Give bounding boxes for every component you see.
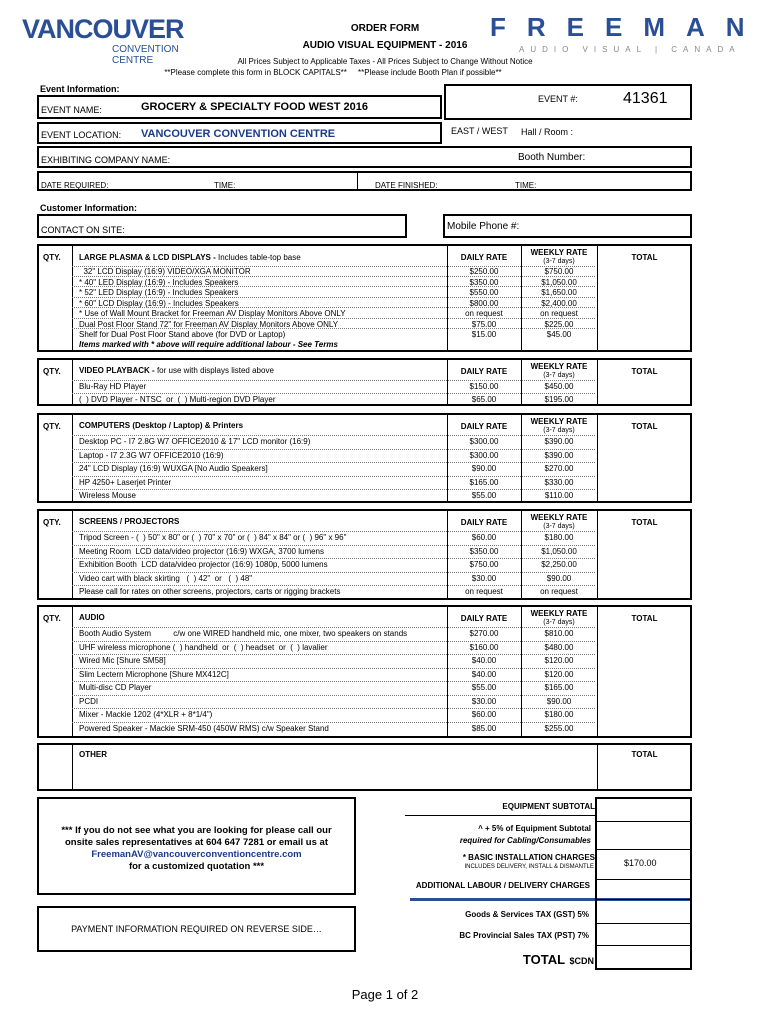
item-total-cell[interactable] bbox=[597, 382, 692, 395]
item-description: Exhibition Booth LCD data/video projector (16:9) 1080p, 5000 lumens bbox=[79, 560, 328, 569]
item-total-cell[interactable] bbox=[597, 491, 692, 505]
item-daily-rate: $60.00 bbox=[471, 710, 497, 719]
row-divider bbox=[72, 462, 595, 463]
contact-label: CONTACT ON SITE: bbox=[41, 225, 125, 235]
item-qty-cell[interactable] bbox=[39, 547, 72, 561]
time-start-label: TIME: bbox=[214, 181, 236, 190]
item-qty-cell[interactable] bbox=[39, 330, 72, 341]
item-description: 32" LCD Display (16:9) VIDEO/XGA MONITOR bbox=[79, 267, 251, 276]
item-description: UHF wireless microphone ( ) handheld or ( ) headset or ( ) lavalier bbox=[79, 642, 328, 652]
row-divider bbox=[72, 286, 595, 287]
item-daily-rate: $350.00 bbox=[469, 277, 499, 287]
computers-weekly-header: WEEKLY RATE bbox=[530, 417, 588, 426]
item-daily-rate: $350.00 bbox=[469, 546, 499, 556]
item-weekly-rate: $1,650.00 bbox=[541, 288, 577, 297]
call-line-1: *** If you do not see what you are looking for please call our bbox=[61, 825, 332, 836]
item-description: HP 4250+ Laserjet Printer bbox=[79, 477, 172, 487]
item-daily-rate: $85.00 bbox=[471, 723, 497, 733]
event-location-field[interactable] bbox=[37, 122, 442, 144]
audio-daily-header: DAILY RATE bbox=[460, 614, 508, 623]
vcc-logo-sub2: CENTRE bbox=[112, 55, 154, 66]
item-qty-cell[interactable] bbox=[39, 697, 72, 711]
row-divider bbox=[72, 328, 595, 329]
item-description: Desktop PC - I7 2.8G W7 OFFICE2010 & 17" LCD monitor (16:9) bbox=[79, 437, 311, 446]
item-description: Mixer - Mackie 1202 (4*XLR + 8*1/4") bbox=[79, 710, 213, 719]
call-line-2: onsite sales representatives at 604 647 7281 or email us at bbox=[65, 837, 328, 848]
item-qty-cell[interactable] bbox=[39, 320, 72, 331]
item-total-cell[interactable] bbox=[597, 478, 692, 492]
item-qty-cell[interactable] bbox=[39, 278, 72, 289]
displays-footnote: Items marked with * above will require additional labour - See Terms bbox=[79, 340, 338, 349]
row-divider bbox=[72, 695, 595, 696]
item-qty-cell[interactable] bbox=[39, 267, 72, 278]
item-qty-cell[interactable] bbox=[39, 643, 72, 657]
item-qty-cell[interactable] bbox=[39, 382, 72, 395]
event-number-label: EVENT #: bbox=[538, 94, 578, 104]
displays-total-header: TOTAL bbox=[631, 253, 658, 262]
item-weekly-rate: $180.00 bbox=[544, 533, 574, 542]
displays-daily-header: DAILY RATE bbox=[460, 253, 508, 262]
date-required-label: DATE REQUIRED: bbox=[41, 181, 109, 190]
cabling-line-1: ^ + 5% of Equipment Subtotal bbox=[478, 824, 591, 833]
item-total-cell[interactable] bbox=[597, 299, 692, 310]
row-divider bbox=[72, 572, 595, 573]
item-weekly-rate: $90.00 bbox=[546, 573, 572, 583]
labour-label: ADDITIONAL LABOUR / DELIVERY CHARGES bbox=[415, 881, 590, 890]
item-description: Meeting Room LCD data/video projector (16:9) WXGA, 3700 lumens bbox=[79, 546, 325, 556]
call-email-link[interactable]: FreemanAV@vancouverconventioncentre.com bbox=[91, 849, 302, 860]
hall-label-ew: EAST / WEST bbox=[451, 126, 508, 136]
cabling-line-2: required for Cabling/Consumables bbox=[459, 836, 591, 845]
item-description: Laptop - I7 2.3G W7 OFFICE2010 (16:9) bbox=[79, 450, 224, 460]
video-heading: VIDEO PLAYBACK - for use with displays listed above bbox=[79, 366, 274, 375]
item-description: ( ) DVD Player - NTSC or ( ) Multi-region DVD Player bbox=[79, 394, 276, 404]
audio-total-header: TOTAL bbox=[631, 614, 658, 623]
item-description: PCDI bbox=[79, 696, 99, 706]
installation-sub: INCLUDES DELIVERY, INSTALL & DISMANTLE bbox=[464, 864, 594, 870]
item-daily-rate: $30.00 bbox=[471, 573, 497, 583]
total-label: TOTAL $CDN bbox=[522, 952, 594, 967]
computers-qty-header: QTY. bbox=[43, 422, 61, 431]
item-qty-cell[interactable] bbox=[39, 533, 72, 547]
audio-qty-header: QTY. bbox=[43, 614, 61, 623]
item-description: Multi-disc CD Player bbox=[79, 683, 152, 692]
computers-total-header: TOTAL bbox=[631, 422, 658, 431]
payment-note: PAYMENT INFORMATION REQUIRED ON REVERSE SIDE… bbox=[71, 924, 322, 934]
item-description: Booth Audio System c/w one WIRED handheld mic, one mixer, two speakers on stands bbox=[79, 629, 408, 638]
item-description: Tripod Screen - ( ) 50" x 80" or ( ) 70" x 70" or ( ) 84" x 84" or ( ) 96" x 96" bbox=[79, 533, 347, 542]
row-divider bbox=[72, 476, 595, 477]
freeman-logo-sub: AUDIO VISUAL | CANADA bbox=[519, 45, 741, 54]
page-number: Page 1 of 2 bbox=[351, 987, 419, 1002]
item-weekly-rate: on request bbox=[540, 587, 578, 596]
installation-label: * BASIC INSTALLATION CHARGES bbox=[462, 853, 595, 862]
item-total-cell[interactable] bbox=[597, 451, 692, 465]
item-daily-rate: on request bbox=[465, 587, 503, 596]
audio-heading: AUDIO bbox=[79, 613, 105, 622]
item-total-cell[interactable] bbox=[597, 697, 692, 711]
other-table bbox=[37, 743, 692, 791]
vcc-logo-main: VANCOUVER bbox=[22, 14, 184, 44]
screens-daily-header: DAILY RATE bbox=[460, 518, 508, 527]
item-total-cell[interactable] bbox=[597, 587, 692, 601]
item-weekly-rate: $2,400.00 bbox=[541, 298, 577, 308]
item-total-cell[interactable] bbox=[597, 560, 692, 574]
item-daily-rate: $270.00 bbox=[469, 629, 499, 638]
item-daily-rate: $800.00 bbox=[469, 298, 499, 308]
row-divider bbox=[72, 654, 595, 655]
item-weekly-rate: $110.00 bbox=[544, 491, 574, 500]
event-location-label: EVENT LOCATION: bbox=[41, 130, 122, 140]
row-divider bbox=[72, 558, 595, 559]
block-capitals-note: **Please complete this form in BLOCK CAPITALS** **Please include Booth Plan if possible** bbox=[164, 68, 502, 77]
screens-total-header: TOTAL bbox=[631, 518, 658, 527]
item-total-cell[interactable] bbox=[597, 643, 692, 657]
item-description: * 40" LED Display (16:9) - Includes Speakers bbox=[79, 277, 239, 287]
item-daily-rate: $300.00 bbox=[469, 437, 499, 446]
item-total-cell[interactable] bbox=[597, 629, 692, 643]
screens-qty-header: QTY. bbox=[43, 518, 61, 527]
item-weekly-rate: $270.00 bbox=[544, 464, 574, 473]
gst-label: Goods & Services TAX (GST) 5% bbox=[465, 910, 589, 919]
item-qty-cell[interactable] bbox=[39, 724, 72, 738]
payment-box bbox=[37, 906, 356, 952]
item-qty-cell[interactable] bbox=[39, 629, 72, 643]
item-daily-rate: $90.00 bbox=[471, 464, 497, 473]
row-divider bbox=[72, 722, 595, 723]
event-number-value: 41361 bbox=[623, 90, 668, 107]
item-qty-cell[interactable] bbox=[39, 395, 72, 408]
item-description: Blu-Ray HD Player bbox=[79, 382, 147, 391]
computers-daily-header: DAILY RATE bbox=[460, 422, 508, 431]
pricing-note: All Prices Subject to Applicable Taxes - All Prices Subject to Change Without Notice bbox=[237, 57, 533, 66]
row-divider bbox=[72, 318, 595, 319]
dates-field[interactable] bbox=[37, 171, 692, 191]
item-total-cell[interactable] bbox=[597, 278, 692, 289]
item-daily-rate: $750.00 bbox=[469, 560, 499, 569]
event-name-field[interactable] bbox=[37, 95, 442, 119]
event-name-label: EVENT NAME: bbox=[41, 105, 102, 115]
item-daily-rate: $55.00 bbox=[471, 491, 497, 500]
item-qty-cell[interactable] bbox=[39, 656, 72, 670]
date-finished-label: DATE FINISHED: bbox=[375, 181, 438, 190]
row-divider bbox=[72, 276, 595, 277]
item-total-cell[interactable] bbox=[597, 574, 692, 588]
contact-field[interactable] bbox=[37, 214, 407, 238]
item-weekly-rate: $750.00 bbox=[544, 267, 574, 276]
item-qty-cell[interactable] bbox=[39, 574, 72, 588]
vcc-logo-sub1: CONVENTION bbox=[112, 44, 179, 55]
mobile-field[interactable] bbox=[443, 214, 692, 238]
item-weekly-rate: $810.00 bbox=[544, 629, 574, 638]
item-weekly-rate: on request bbox=[540, 309, 578, 318]
item-description: Powered Speaker - Mackie SRM-450 (450W RMS) c/w Speaker Stand bbox=[79, 723, 329, 733]
pst-label: BC Provincial Sales TAX (PST) 7% bbox=[459, 931, 589, 940]
form-title: ORDER FORM bbox=[350, 23, 420, 34]
item-qty-cell[interactable] bbox=[39, 299, 72, 310]
item-weekly-rate: $1,050.00 bbox=[541, 277, 577, 287]
row-divider bbox=[72, 297, 595, 298]
other-total-header: TOTAL bbox=[631, 750, 658, 759]
screens-weekly-header: WEEKLY RATE bbox=[530, 513, 588, 522]
row-divider bbox=[72, 708, 595, 709]
row-divider bbox=[72, 668, 595, 669]
item-description: Slim Lectern Microphone [Shure MX412C] bbox=[79, 669, 229, 679]
summary-values-box bbox=[595, 797, 692, 970]
item-weekly-rate: $1,050.00 bbox=[541, 546, 577, 556]
item-total-cell[interactable] bbox=[597, 464, 692, 478]
item-daily-rate: $40.00 bbox=[471, 656, 497, 665]
item-qty-cell[interactable] bbox=[39, 560, 72, 574]
item-weekly-rate: $2,250.00 bbox=[541, 560, 577, 569]
item-total-cell[interactable] bbox=[597, 683, 692, 697]
item-description: Dual Post Floor Stand 72" for Freeman AV Display Monitors Above ONLY bbox=[79, 319, 339, 329]
event-info-heading: Event Information: bbox=[40, 84, 120, 94]
item-total-cell[interactable] bbox=[597, 395, 692, 408]
item-qty-cell[interactable] bbox=[39, 464, 72, 478]
video-weekly-sub: (3-7 days) bbox=[543, 372, 575, 379]
row-divider bbox=[72, 585, 595, 586]
displays-heading: LARGE PLASMA & LCD DISPLAYS - Includes table-top base bbox=[79, 253, 301, 262]
item-qty-cell[interactable] bbox=[39, 309, 72, 320]
computers-weekly-sub: (3-7 days) bbox=[543, 427, 575, 434]
item-weekly-rate: $120.00 bbox=[544, 669, 574, 679]
item-description: Wireless Mouse bbox=[79, 491, 136, 500]
item-daily-rate: $250.00 bbox=[469, 267, 499, 276]
event-location-value: VANCOUVER CONVENTION CENTRE bbox=[141, 128, 336, 140]
item-weekly-rate: $45.00 bbox=[546, 330, 572, 339]
item-daily-rate: $75.00 bbox=[471, 319, 497, 329]
item-weekly-rate: $450.00 bbox=[544, 382, 574, 391]
item-weekly-rate: $390.00 bbox=[544, 450, 574, 460]
row-divider bbox=[72, 545, 595, 546]
item-daily-rate: $165.00 bbox=[469, 477, 499, 487]
company-name-field[interactable] bbox=[37, 146, 692, 168]
time-end-label: TIME: bbox=[515, 181, 537, 190]
item-qty-cell[interactable] bbox=[39, 451, 72, 465]
item-qty-cell[interactable] bbox=[39, 437, 72, 451]
item-daily-rate: $65.00 bbox=[471, 394, 497, 404]
row-divider bbox=[72, 489, 595, 490]
item-qty-cell[interactable] bbox=[39, 491, 72, 505]
item-qty-cell[interactable] bbox=[39, 587, 72, 601]
item-daily-rate: $15.00 bbox=[471, 330, 497, 339]
video-daily-header: DAILY RATE bbox=[460, 367, 508, 376]
hall-label-room: Hall / Room : bbox=[521, 127, 574, 137]
item-total-cell[interactable] bbox=[597, 656, 692, 670]
freeman-logo: FREEMAN bbox=[490, 12, 766, 42]
item-daily-rate: $30.00 bbox=[471, 696, 497, 706]
item-weekly-rate: $480.00 bbox=[544, 642, 574, 652]
item-weekly-rate: $390.00 bbox=[544, 437, 574, 446]
item-total-cell[interactable] bbox=[597, 437, 692, 451]
displays-qty-header: QTY. bbox=[43, 253, 61, 262]
event-name-value: GROCERY & SPECIALTY FOOD WEST 2016 bbox=[141, 101, 368, 113]
item-total-cell[interactable] bbox=[597, 710, 692, 724]
displays-weekly-sub: (3-7 days) bbox=[543, 258, 575, 265]
date-divider bbox=[357, 173, 358, 189]
item-total-cell[interactable] bbox=[597, 533, 692, 547]
item-daily-rate: on request bbox=[465, 309, 503, 318]
row-divider bbox=[72, 681, 595, 682]
item-description: 24" LCD Display (16:9) WUXGA [No Audio Speakers] bbox=[79, 464, 268, 473]
item-qty-cell[interactable] bbox=[39, 288, 72, 299]
item-daily-rate: $300.00 bbox=[469, 450, 499, 460]
item-total-cell[interactable] bbox=[597, 670, 692, 684]
item-daily-rate: $60.00 bbox=[471, 533, 497, 542]
item-weekly-rate: $195.00 bbox=[544, 394, 574, 404]
item-weekly-rate: $90.00 bbox=[546, 696, 572, 706]
item-weekly-rate: $255.00 bbox=[544, 723, 574, 733]
item-description: Shelf for Dual Post Floor Stand above (for DVD or Laptop) bbox=[79, 330, 286, 339]
screens-weekly-sub: (3-7 days) bbox=[543, 523, 575, 530]
item-qty-cell[interactable] bbox=[39, 478, 72, 492]
computers-heading: COMPUTERS (Desktop / Laptop) & Printers bbox=[79, 421, 244, 430]
video-total-header: TOTAL bbox=[631, 367, 658, 376]
item-qty-cell[interactable] bbox=[39, 710, 72, 724]
booth-number-label: Booth Number: bbox=[518, 152, 586, 163]
item-total-cell[interactable] bbox=[597, 309, 692, 320]
audio-weekly-sub: (3-7 days) bbox=[543, 619, 575, 626]
equipment-subtotal-label: EQUIPMENT SUBTOTAL bbox=[502, 802, 595, 811]
audio-table bbox=[37, 605, 692, 738]
computers-table bbox=[37, 413, 692, 503]
displays-weekly-header: WEEKLY RATE bbox=[530, 248, 588, 257]
item-description: Please call for rates on other screens, projectors, carts or rigging brackets bbox=[79, 587, 341, 596]
item-qty-cell[interactable] bbox=[39, 683, 72, 697]
subtotal-line bbox=[405, 815, 595, 816]
item-description: * 52" LED Display (16:9) - Includes Speakers bbox=[79, 288, 239, 297]
row-divider bbox=[72, 449, 595, 450]
item-weekly-rate: $225.00 bbox=[544, 319, 574, 329]
item-total-cell[interactable] bbox=[597, 267, 692, 278]
item-daily-rate: $55.00 bbox=[471, 683, 497, 692]
item-total-cell[interactable] bbox=[597, 724, 692, 738]
row-divider bbox=[72, 641, 595, 642]
item-weekly-rate: $165.00 bbox=[544, 683, 574, 692]
item-description: Wired Mic [Shure SM58] bbox=[79, 656, 166, 665]
item-description: * 60" LCD Display (16:9) - Includes Speakers bbox=[79, 298, 239, 308]
video-weekly-header: WEEKLY RATE bbox=[530, 362, 588, 371]
item-weekly-rate: $120.00 bbox=[544, 656, 574, 665]
installation-value: $170.00 bbox=[624, 858, 657, 868]
row-divider bbox=[72, 307, 595, 308]
item-daily-rate: $550.00 bbox=[469, 288, 499, 297]
item-daily-rate: $160.00 bbox=[469, 642, 499, 652]
video-qty-header: QTY. bbox=[43, 367, 61, 376]
mobile-label: Mobile Phone #: bbox=[447, 221, 520, 232]
call-us-box bbox=[37, 797, 356, 895]
other-heading: OTHER bbox=[79, 750, 107, 759]
item-weekly-rate: $180.00 bbox=[544, 710, 574, 719]
audio-weekly-header: WEEKLY RATE bbox=[530, 609, 588, 618]
video-table bbox=[37, 358, 692, 406]
vcc-logo bbox=[22, 12, 184, 66]
form-subtitle: AUDIO VISUAL EQUIPMENT - 2016 bbox=[302, 40, 468, 51]
item-total-cell[interactable] bbox=[597, 288, 692, 299]
displays-table bbox=[37, 244, 692, 352]
company-name-label: EXHIBITING COMPANY NAME: bbox=[41, 155, 171, 165]
item-daily-rate: $40.00 bbox=[471, 669, 497, 679]
item-total-cell[interactable] bbox=[597, 547, 692, 561]
row-divider bbox=[72, 393, 595, 394]
item-daily-rate: $150.00 bbox=[469, 382, 499, 391]
screens-table bbox=[37, 509, 692, 600]
item-weekly-rate: $330.00 bbox=[544, 477, 574, 487]
item-total-cell[interactable] bbox=[597, 330, 692, 341]
call-line-3: for a customized quotation *** bbox=[128, 861, 265, 872]
item-qty-cell[interactable] bbox=[39, 670, 72, 684]
item-total-cell[interactable] bbox=[597, 320, 692, 331]
customer-info-heading: Customer Information: bbox=[40, 203, 138, 213]
event-number-field[interactable] bbox=[444, 84, 692, 120]
item-description: Video cart with black skirting ( ) 42" or ( ) 48" bbox=[79, 573, 253, 583]
screens-heading: SCREENS / PROJECTORS bbox=[79, 517, 180, 526]
item-description: * Use of Wall Mount Bracket for Freeman AV Display Monitors Above ONLY bbox=[79, 309, 346, 318]
